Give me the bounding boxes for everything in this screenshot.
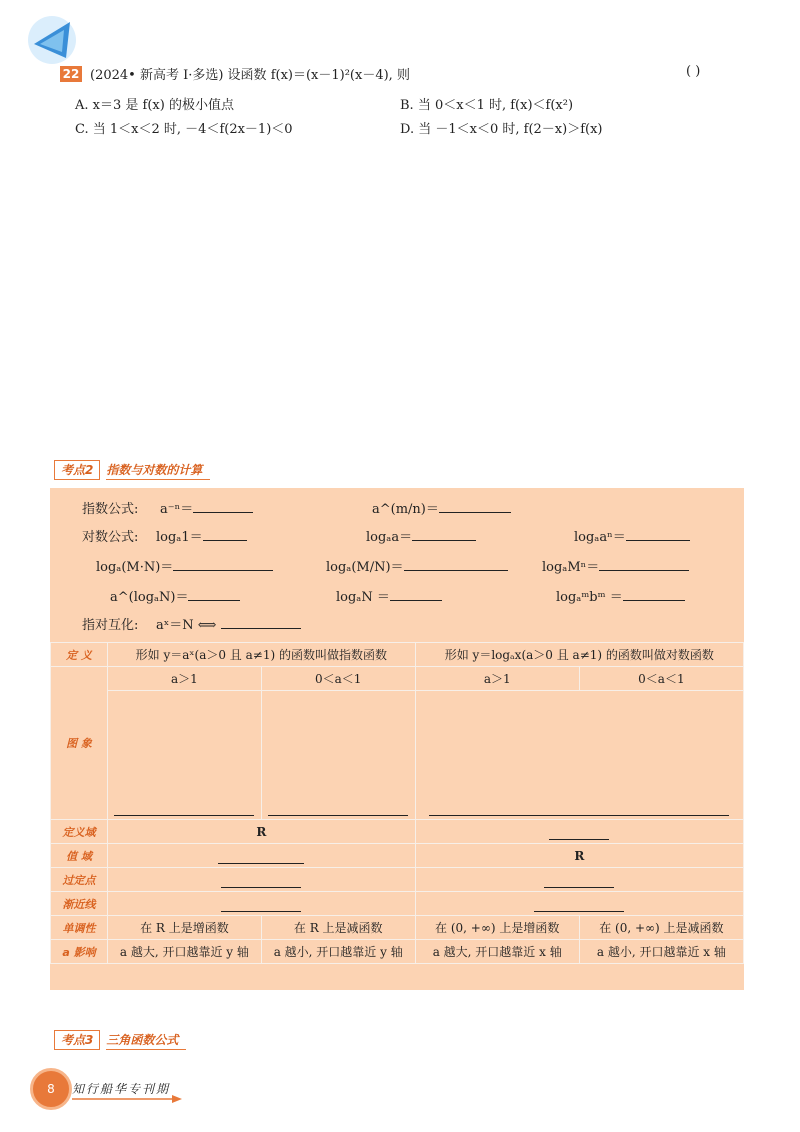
domain-log [415,820,743,844]
table-row [51,820,744,844]
footer-arrow-icon [72,1094,182,1104]
case-log-lt1: 0＜a＜1 [579,667,743,691]
row-header-monotonicity: 单调性 [51,916,108,940]
exp-formula-2: a^(m/n)＝ [372,498,511,517]
asymptote-exp [108,892,416,916]
log-formula-3: logₐaⁿ＝ [574,526,690,545]
definition-log: 形如 y＝logₐx(a＞0 且 a≠1) 的函数叫做对数函数 [415,643,743,667]
graph-cell [108,691,262,820]
log-formula-6: logₐMⁿ＝ [542,556,689,575]
row-header-domain: 定义域 [51,820,108,844]
case-exp-lt1: 0＜a＜1 [261,667,415,691]
graph-cell [261,691,415,820]
fixed-point-exp [108,868,416,892]
fixed-point-log [415,868,743,892]
case-log-gt1: a＞1 [415,667,579,691]
option-a: A. x＝3 是 f(x) 的极小值点 [75,98,234,113]
row-header-effect: a 影响 [51,940,108,964]
table-row [51,916,744,940]
conversion-label: 指对互化: [82,618,139,633]
log-formula-2: logₐa＝ [366,526,476,545]
row-header-graph: 图 象 [51,667,108,820]
table-row [51,643,744,667]
effect-exp-lt1: a 越小, 开口越靠近 y 轴 [261,940,415,964]
range-log: R [415,844,743,868]
graph-cell [415,691,743,820]
option-c: C. 当 1＜x＜2 时, －4＜f(2x－1)＜0 [75,122,293,137]
mono-log-lt1: 在 (0, +∞) 上是减函数 [579,916,743,940]
section3-heading [54,1030,186,1050]
section3-title: 三角函数公式 [106,1031,186,1050]
answer-bracket: ( ) [686,64,701,79]
table-row [51,868,744,892]
section2-heading [54,460,210,480]
question-number: 22 [60,66,82,82]
log-formula-5: logₐ(M/N)＝ [326,556,508,575]
option-d: D. 当 －1＜x＜0 时, f(2－x)＞f(x) [400,122,603,137]
log-formula-label: 对数公式: [82,530,139,545]
exp-formula-1: a⁻ⁿ＝ [160,498,253,517]
table-row [51,667,744,691]
definition-exp: 形如 y＝aˣ(a＞0 且 a≠1) 的函数叫做指数函数 [108,643,416,667]
row-header-range: 值 域 [51,844,108,868]
effect-log-gt1: a 越大, 开口越靠近 x 轴 [415,940,579,964]
exp-formula-label: 指数公式: [82,502,139,517]
question-stem: (2024• 新高考 Ⅰ·多选) 设函数 f(x)＝(x－1)²(x－4), 则 [90,68,410,83]
log-formula-9: logₐᵐbᵐ ＝ [556,586,685,605]
logo-icon [26,14,78,66]
range-exp [108,844,416,868]
mono-exp-lt1: 在 R 上是减函数 [261,916,415,940]
table-row [51,940,744,964]
footer-brand: 知行船华专刊期 [72,1082,171,1096]
row-header-fixed-point: 过定点 [51,868,108,892]
mono-exp-gt1: 在 R 上是增函数 [108,916,262,940]
case-exp-gt1: a＞1 [108,667,262,691]
log-formula-8: logₐN ＝ [336,586,442,605]
asymptote-log [415,892,743,916]
table-row [51,892,744,916]
page-number: 8 [30,1068,72,1110]
function-table [50,642,744,964]
table-row [51,844,744,868]
domain-exp: R [108,820,416,844]
log-formula-4: logₐ(M·N)＝ [96,556,273,575]
log-formula-7: a^(logₐN)＝ [110,586,240,605]
conversion-formula: aˣ＝N ⟺ [156,614,301,633]
option-b: B. 当 0＜x＜1 时, f(x)＜f(x²) [400,98,574,113]
section3-tag: 考点3 [54,1030,100,1050]
mono-log-gt1: 在 (0, +∞) 上是增函数 [415,916,579,940]
effect-exp-gt1: a 越大, 开口越靠近 y 轴 [108,940,262,964]
table-row [51,691,744,820]
row-header-definition: 定 义 [51,643,108,667]
row-header-asymptote: 渐近线 [51,892,108,916]
section2-title: 指数与对数的计算 [106,461,210,480]
log-formula-1: logₐ1＝ [156,526,247,545]
section2-tag: 考点2 [54,460,100,480]
effect-log-lt1: a 越小, 开口越靠近 x 轴 [579,940,743,964]
